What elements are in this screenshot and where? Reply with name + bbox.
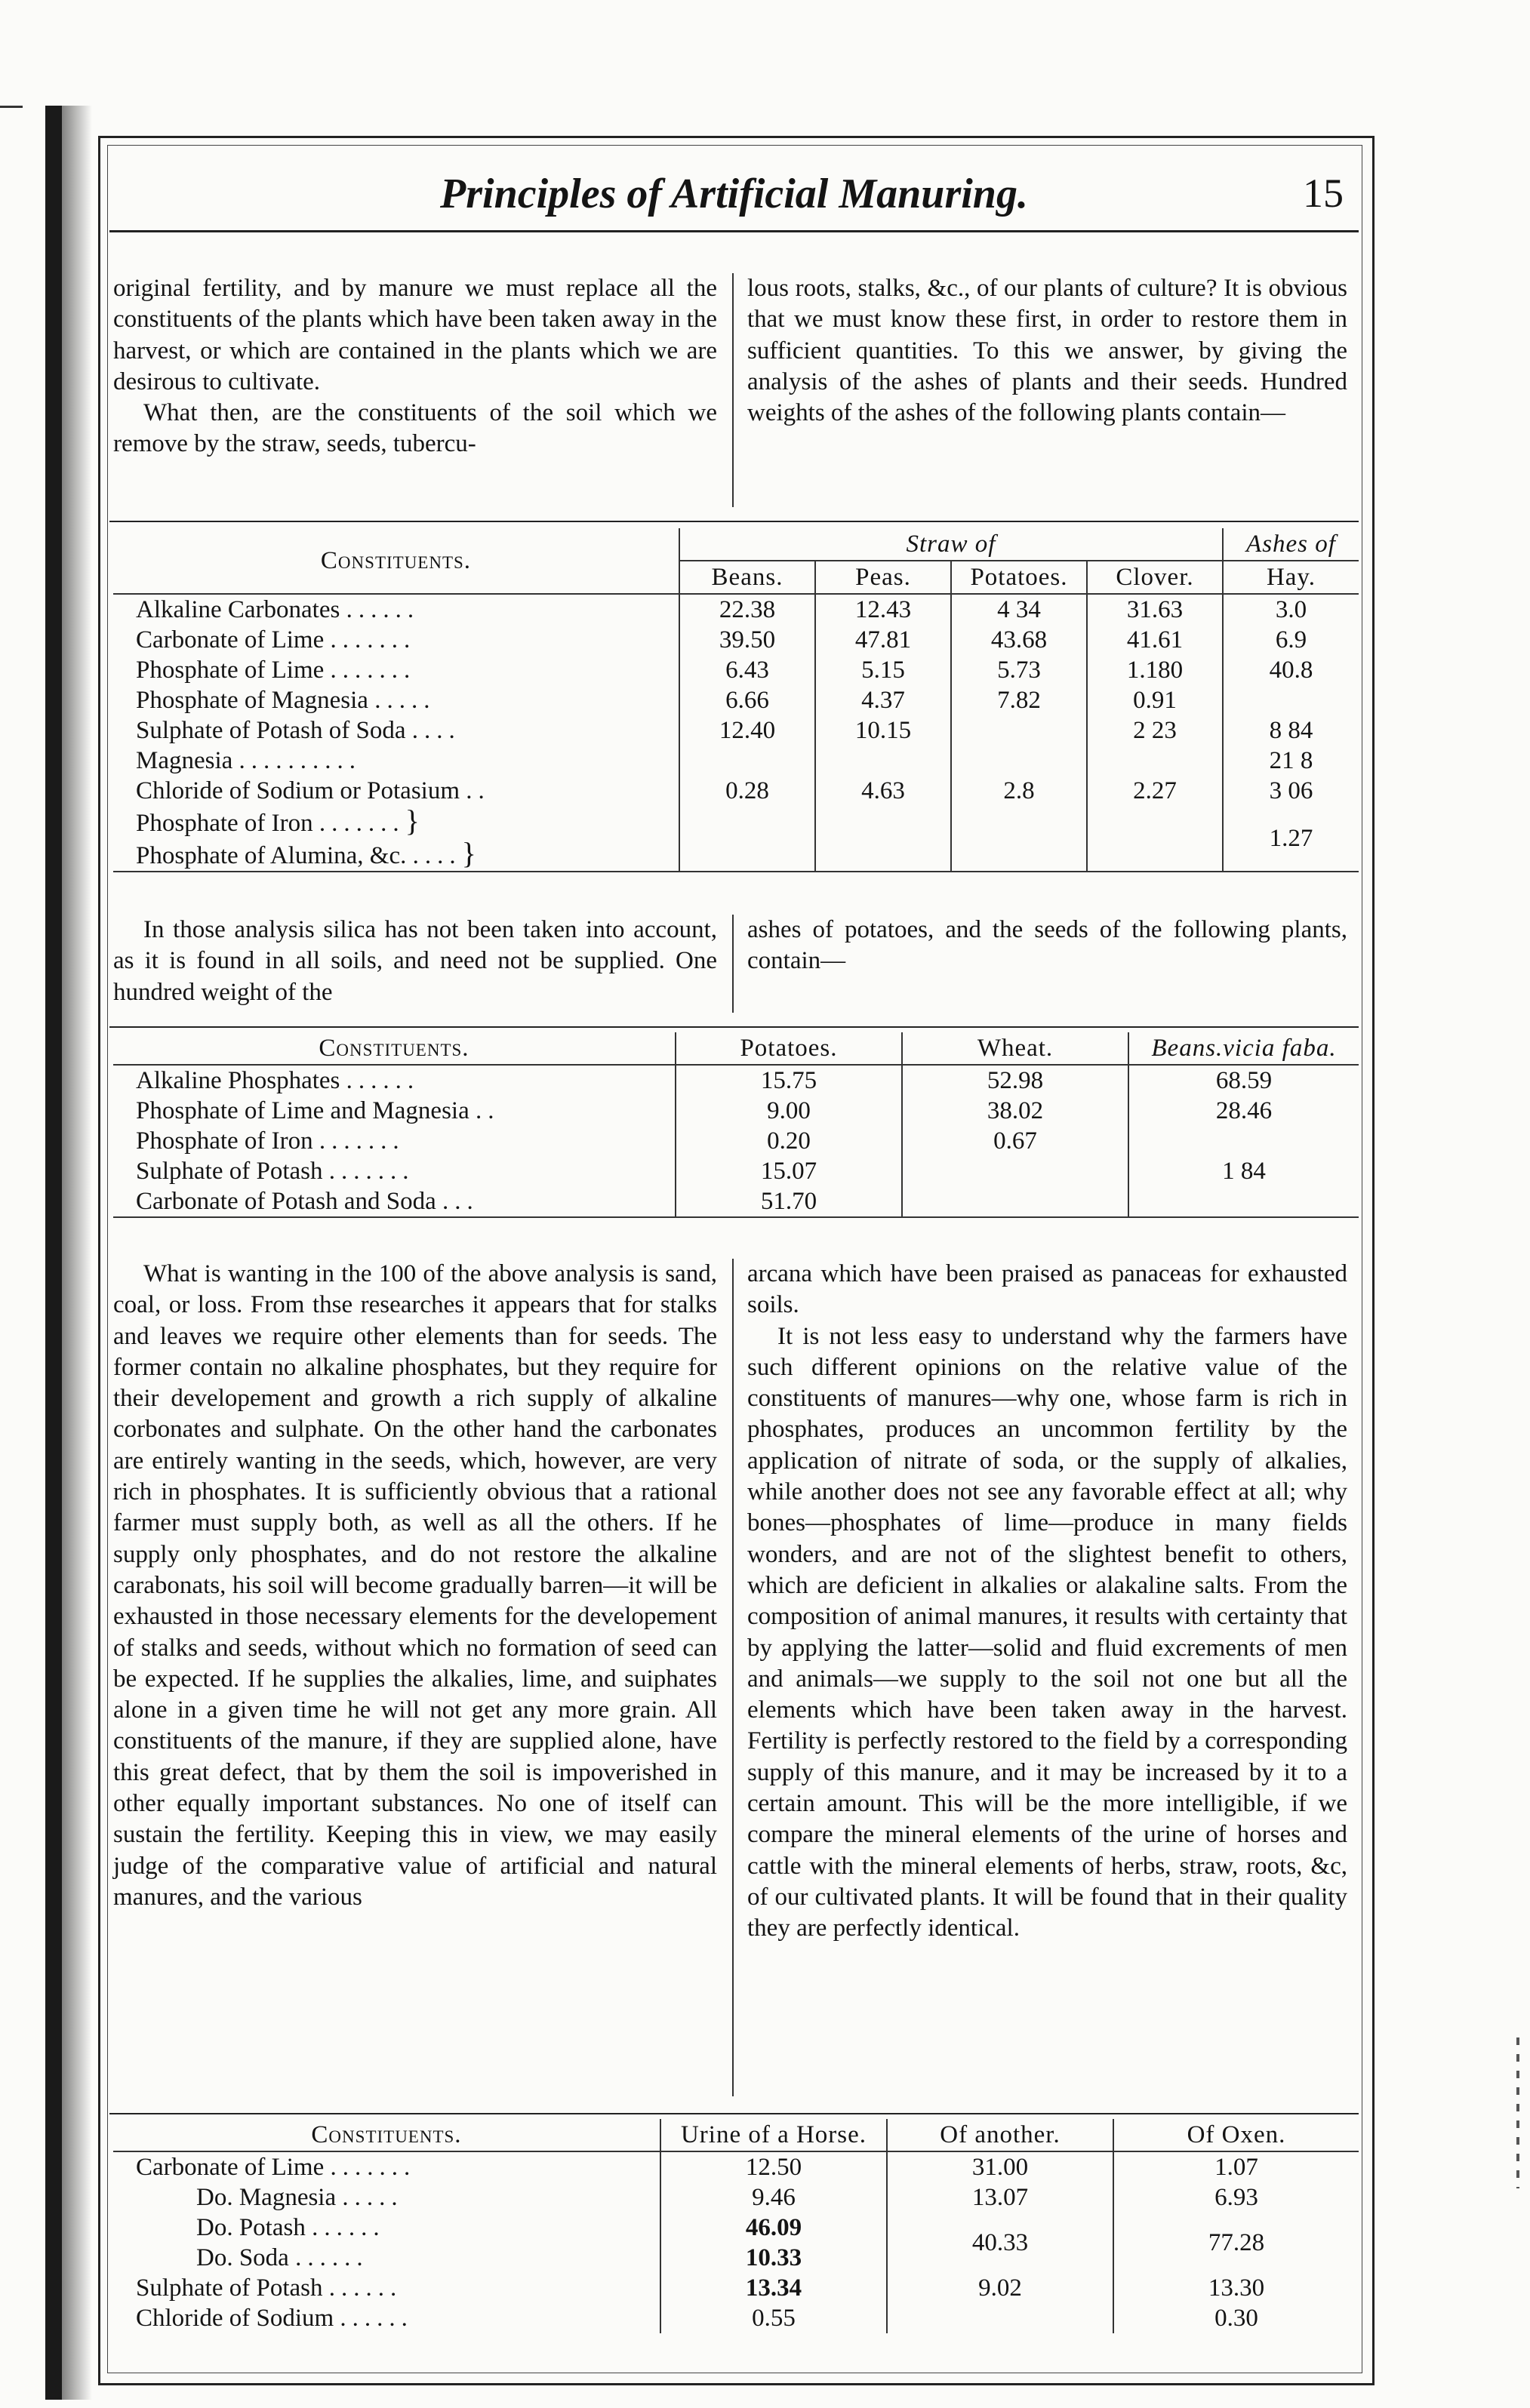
row-label: Chloride of Sodium — [136, 2305, 334, 2332]
constituents-header: Constituents. — [319, 1035, 469, 1062]
text-column-left-2 — [113, 915, 717, 1008]
row-label: Phosphate of Lime — [136, 657, 325, 684]
table-row: Alkaline Phosphates ...... 15.75 52.98 68.59 — [113, 1065, 1359, 1096]
table-row: Phosphate of Iron .......} 1.27 — [113, 806, 1359, 838]
cell: 12.50 — [660, 2151, 887, 2182]
text-column-right-2 — [747, 915, 1347, 977]
cell: 4.63 — [815, 776, 951, 806]
cell: 0.20 — [676, 1126, 902, 1156]
cell: 1.07 — [1113, 2151, 1359, 2182]
column-header: Urine of a Horse. — [660, 2119, 887, 2151]
paragraph: What then, are the constituents of the soil which we remove by the straw, seeds, tubercu- — [113, 399, 717, 458]
cell: 31.63 — [1087, 594, 1223, 625]
running-title: Principles of Artificial Manuring. — [440, 171, 1028, 217]
table-row: Do. Soda ...... 10.33 — [113, 2243, 1359, 2273]
cell — [815, 746, 951, 776]
table-row: Chloride of Sodium ...... 0.55 0.30 — [113, 2303, 1359, 2333]
cell: 0.91 — [1087, 685, 1223, 715]
table-row: Chloride of Sodium or Potasium .. 0.28 4.63 2.8 2.27 3 06 — [113, 776, 1359, 806]
binding-shadow — [62, 106, 92, 2400]
cell: 28.46 — [1128, 1096, 1359, 1126]
row-label: Carbonate of Lime — [136, 626, 325, 654]
ash-analysis-table-1 — [113, 528, 1359, 872]
table-row: Phosphate of Lime and Magnesia .. 9.00 38.02 28.46 — [113, 1096, 1359, 1126]
constituents-header: Constituents. — [311, 2121, 462, 2148]
cell: 9.46 — [660, 2182, 887, 2213]
cell: 21 8 — [1223, 746, 1359, 776]
cell: 7.82 — [951, 685, 1087, 715]
cell: 38.02 — [902, 1096, 1128, 1126]
row-label: Phosphate of Alumina, &c. — [136, 842, 407, 869]
table-row: Alkaline Carbonates ...... 22.38 12.43 4 34 31.63 3.0 — [113, 594, 1359, 625]
row-label: Magnesia — [136, 747, 233, 774]
column-header: Potatoes. — [676, 1032, 902, 1065]
paragraph: original fertility, and by manure we must replace all the constituents of the plants which have been taken away in the harvest, or which are contained in the plants which we are desirous to cultivate. — [113, 275, 717, 395]
iron-alumina-hay-cell: 1.27 — [1223, 806, 1359, 872]
cell — [902, 1186, 1128, 1217]
cell: 13.07 — [887, 2182, 1113, 2213]
cell: 3 06 — [1223, 776, 1359, 806]
table-row: Sulphate of Potash ...... 13.34 9.02 13.30 — [113, 2273, 1359, 2303]
row-label: Phosphate of Magnesia — [136, 687, 368, 714]
table-row: Phosphate of Iron ....... 0.20 0.67 — [113, 1126, 1359, 1156]
cell: 39.50 — [679, 625, 815, 655]
paragraph: In those analysis silica has not been taken into account, as it is found in all soils, and need not be supplied. One hundred weight of the — [113, 916, 717, 1006]
potash-soda-oxen-cell: 77.28 — [1113, 2213, 1359, 2273]
cell: 10.33 — [660, 2243, 887, 2273]
row-label: Sulphate of Potash — [136, 1158, 323, 1185]
column-header: Peas. — [815, 561, 951, 594]
cell — [1128, 1126, 1359, 1156]
cell: 41.61 — [1087, 625, 1223, 655]
cell: 0.67 — [902, 1126, 1128, 1156]
text-column-right-3 — [747, 1259, 1347, 1945]
paragraph: arcana which have been praised as panaceas for exhausted soils. — [747, 1260, 1347, 1319]
row-label: Sulphate of Potash — [136, 2274, 323, 2302]
page-number: 15 — [1303, 171, 1344, 216]
table-row: Magnesia .......... 21 8 — [113, 746, 1359, 776]
cell: 6.93 — [1113, 2182, 1359, 2213]
page-header — [109, 155, 1359, 232]
text-column-right-1 — [747, 273, 1347, 429]
cell — [679, 746, 815, 776]
cell: 5.73 — [951, 655, 1087, 685]
cell: 13.34 — [660, 2273, 887, 2303]
cell: 0.30 — [1113, 2303, 1359, 2333]
column-rule — [732, 915, 734, 1013]
section-rule — [109, 521, 1359, 522]
table-row: Carbonate of Lime ....... 12.50 31.00 1.07 — [113, 2151, 1359, 2182]
cell: 0.28 — [679, 776, 815, 806]
row-label: Alkaline Phosphates — [136, 1067, 340, 1094]
urine-analysis-table — [113, 2119, 1359, 2333]
row-label: Do. Soda — [196, 2244, 289, 2271]
row-label: Alkaline Carbonates — [136, 596, 340, 623]
row-label: Phosphate of Lime and Magnesia — [136, 1097, 469, 1124]
table-row: Sulphate of Potash of Soda .... 12.40 10.15 2 23 8 84 — [113, 715, 1359, 746]
paragraph: It is not less easy to understand why the farmers have such different opinions on the relative value of the constituents of manures—why one, whose farm is rich in phosphates, produces an uncommon fertility by the application of nitrate of soda, or the supply of alkalies, while another does not see any favorable effect at all; why bones—phosphates of lime—produce in many fields wonders, and are not of the slightest benefit to others, which are deficient in alkalies or alakaline salts. From the composition of animal manures, it results with certainty that by applying the latter—solid and fluid excrements of men and animals—we supply to the soil not one but all the elements which have been taken away in the harvest. Fertility is perfectly restored to the field by a corresponding supply of this manure, and it may be increased by it to a certain amount. This will be the more intelligible, if we compare the mineral elements of the urine of horses and cattle with the mineral elements of herbs, straw, roots, &c, of our cultivated plants. It will be found that in their quality they are perfectly identical. — [747, 1322, 1347, 1942]
paragraph: lous roots, stalks, &c., of our plants of culture? It is obvious that we must know these first, in order to restore them in sufficient quantities. To this we answer, by giving the analysis of the ashes of plants and their seeds. Hundred weights of the ashes of the following plants contain— — [747, 275, 1347, 427]
cell: 5.15 — [815, 655, 951, 685]
ash-analysis-table-2 — [113, 1032, 1359, 1218]
book-binding-edge — [45, 106, 62, 2400]
cell — [887, 2303, 1113, 2333]
cell: 9.00 — [676, 1096, 902, 1126]
cell: 43.68 — [951, 625, 1087, 655]
straw-of-header: Straw of — [679, 528, 1223, 561]
table-row: Phosphate of Magnesia ..... 6.66 4.37 7.82 0.91 — [113, 685, 1359, 715]
edge-marks — [1516, 2037, 1519, 2188]
cell — [1223, 685, 1359, 715]
row-label: Phosphate of Iron — [136, 1127, 313, 1155]
table-row: Sulphate of Potash ....... 15.07 1 84 — [113, 1156, 1359, 1186]
column-header: Of Oxen. — [1113, 2119, 1359, 2151]
cell — [902, 1156, 1128, 1186]
row-label: Chloride of Sodium or Potasium — [136, 777, 460, 804]
cell: 47.81 — [815, 625, 951, 655]
cell: 3.0 — [1223, 594, 1359, 625]
cell — [1087, 746, 1223, 776]
section-rule — [109, 2113, 1359, 2114]
table-row: Do. Potash ...... 46.09 40.33 77.28 — [113, 2213, 1359, 2243]
row-label: Sulphate of Potash of Soda — [136, 717, 406, 744]
constituents-header: Constituents. — [320, 547, 472, 574]
row-label: Do. Potash — [196, 2214, 306, 2241]
row-label: Phosphate of Iron — [136, 810, 313, 837]
row-label: Carbonate of Potash and Soda — [136, 1188, 436, 1215]
column-header: Hay. — [1223, 561, 1359, 594]
text-column-left-3 — [113, 1259, 717, 1913]
cell: 12.40 — [679, 715, 815, 746]
table-row: Phosphate of Lime ....... 6.43 5.15 5.73 1.180 40.8 — [113, 655, 1359, 685]
table-row: Phosphate of Alumina, &c. ....} — [113, 838, 1359, 872]
cell: 31.00 — [887, 2151, 1113, 2182]
column-header: Of another. — [887, 2119, 1113, 2151]
cell: 8 84 — [1223, 715, 1359, 746]
cell: 68.59 — [1128, 1065, 1359, 1096]
table-row: Carbonate of Lime ....... 39.50 47.81 43.68 41.61 6.9 — [113, 625, 1359, 655]
column-rule — [732, 1259, 734, 2096]
column-header: Beans.vicia faba. — [1128, 1032, 1359, 1065]
table-row: Do. Magnesia ..... 9.46 13.07 6.93 — [113, 2182, 1359, 2213]
text-column-left-1 — [113, 273, 717, 460]
cell: 13.30 — [1113, 2273, 1359, 2303]
cell: 2.8 — [951, 776, 1087, 806]
cell: 1.180 — [1087, 655, 1223, 685]
cell: 0.55 — [660, 2303, 887, 2333]
column-rule — [732, 273, 734, 507]
cell — [951, 746, 1087, 776]
cell: 46.09 — [660, 2213, 887, 2243]
cell — [1128, 1186, 1359, 1217]
column-header: Potatoes. — [951, 561, 1087, 594]
cell: 12.43 — [815, 594, 951, 625]
row-label: Carbonate of Lime — [136, 2154, 325, 2181]
cell: 2 23 — [1087, 715, 1223, 746]
column-header: Clover. — [1087, 561, 1223, 594]
column-header: Wheat. — [902, 1032, 1128, 1065]
column-header: Beans. — [679, 561, 815, 594]
cell: 1 84 — [1128, 1156, 1359, 1186]
cell: 22.38 — [679, 594, 815, 625]
cell: 6.43 — [679, 655, 815, 685]
cell: 6.66 — [679, 685, 815, 715]
cell: 10.15 — [815, 715, 951, 746]
cell: 52.98 — [902, 1065, 1128, 1096]
cell: 15.75 — [676, 1065, 902, 1096]
table-row: Carbonate of Potash and Soda ... 51.70 — [113, 1186, 1359, 1217]
cell: 4.37 — [815, 685, 951, 715]
potash-soda-another-cell: 40.33 — [887, 2213, 1113, 2273]
cell: 2.27 — [1087, 776, 1223, 806]
row-label: Do. Magnesia — [196, 2184, 337, 2211]
paragraph: What is wanting in the 100 of the above analysis is sand, coal, or loss. From thse researches it appears that for stalks and leaves we require other elements than for seeds. The former contain no alkaline phosphates, but they require for their developement and growth a rich supply of alkaline corbonates and sulphate. On the other hand the carbonates are entirely wanting in the seeds, which, however, are very rich in phosphates. It is sufficiently obvious that a rational farmer must supply both, as well as all the others. If he supply only phosphates, and do not restore the alkaline carabonats, his soil will become gradually barren—it will be exhausted in those necessary elements for the developement of stalks and seeds, without which no formation of seed can be expected. If he supplies the alkalies, lime, and suiphates alone in a given time he will not get any more grain. All constituents of the manure, if they are supplied alone, have this great defect, that by them the soil is impoverished in other equally important substances. No one of itself can sustain the fertility. Keeping this in view, we may easily judge of the comparative value of artificial and natural manures, and the various — [113, 1260, 717, 1911]
edge-mark — [0, 106, 23, 108]
section-rule — [109, 1026, 1359, 1028]
cell: 15.07 — [676, 1156, 902, 1186]
cell — [951, 715, 1087, 746]
cell: 4 34 — [951, 594, 1087, 625]
cell: 40.8 — [1223, 655, 1359, 685]
cell: 51.70 — [676, 1186, 902, 1217]
cell: 6.9 — [1223, 625, 1359, 655]
cell: 9.02 — [887, 2273, 1113, 2303]
paragraph: ashes of potatoes, and the seeds of the following plants, contain— — [747, 916, 1347, 975]
ashes-of-header: Ashes of — [1223, 528, 1359, 561]
